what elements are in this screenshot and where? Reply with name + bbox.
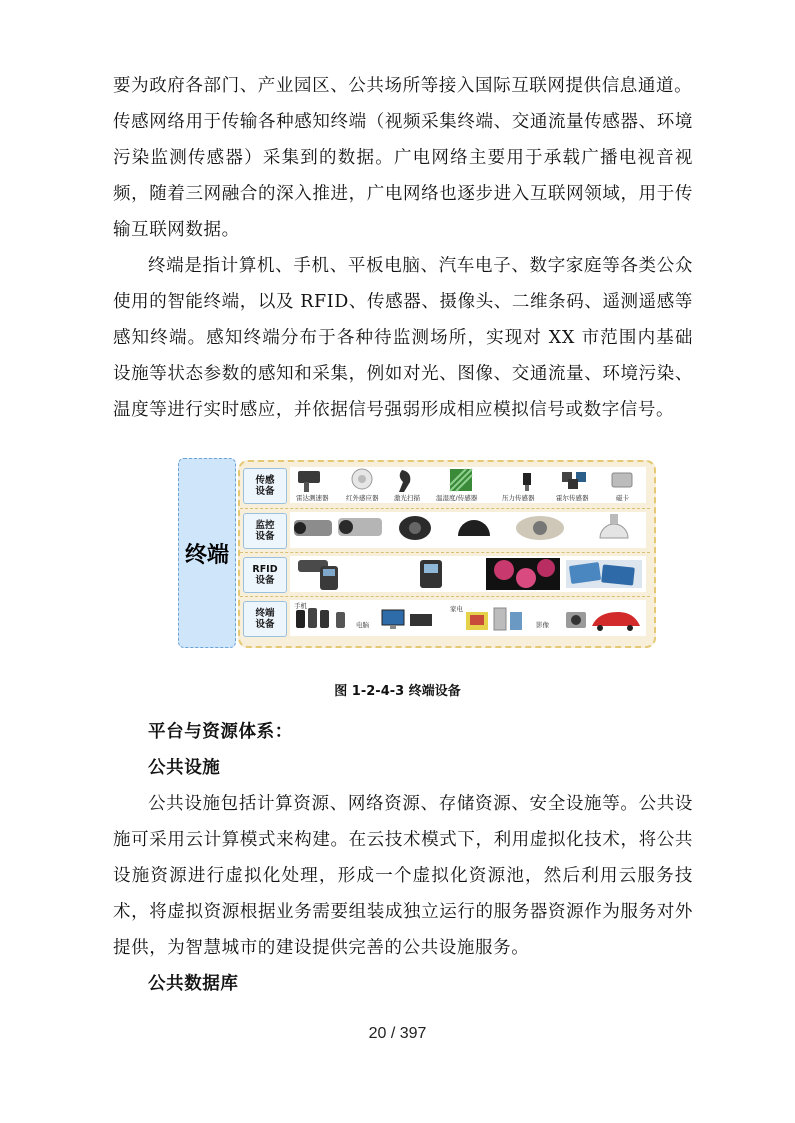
paragraph-sensor-network: 传感网络用于传输各种感知终端（视频采集终端、交通流量传感器、环境污染监测传感器）采集到的数据。广电网络主要用于承载广播电视音视频，随着三网融合的深入推进，广电网络也逐步进入互联网领域，用于传输互联网数据。 (113, 112, 693, 240)
consumer-devices-illustration (290, 600, 646, 636)
row-label-terminal: 终端 设备 (243, 601, 287, 637)
caption-pressure: 压力传感器 (502, 494, 535, 502)
subheading-public-facilities: 公共设施 (148, 758, 221, 778)
page-number: 20 / 397 (368, 1025, 427, 1042)
caption-infrared: 红外感应器 (346, 494, 379, 502)
row-label-sensor: 传感 设备 (243, 468, 287, 504)
rfid-device-images (290, 556, 646, 592)
sensor-device-images (290, 467, 646, 503)
paragraph-network-tail: 要为政府各部门、产业园区、公共场所等接入国际互联网提供信息通道。 (113, 76, 693, 96)
subheading-public-database: 公共数据库 (148, 974, 239, 994)
caption-magcard: 磁卡 (616, 494, 629, 502)
caption-laser: 激光扫描 (394, 494, 420, 502)
caption-appliance: 家电 (450, 605, 463, 613)
camera-devices-illustration (290, 512, 646, 548)
row-label-rfid: RFID 设备 (243, 557, 287, 593)
monitoring-device-images (290, 512, 646, 548)
caption-hall: 霍尔传感器 (556, 494, 589, 502)
row-rfid-devices (240, 552, 650, 595)
paragraph-public-facilities: 公共设施包括计算资源、网络资源、存储资源、安全设施等。公共设施可采用云计算模式来构建。在云技术模式下，利用虚拟化技术，将公共设施资源进行虚拟化处理，形成一个虚拟化资源池，然后利用云服务技术，将虚拟资源根据业务需要组装成独立运行的服务器资源作为服务对外提供，为智慧城市的建设提供完善的公共设施服务。 (113, 794, 693, 958)
terminal-device-images (290, 600, 646, 636)
section-heading: 平台与资源体系： (148, 722, 293, 742)
caption-humidity: 温湿度/传感器 (436, 494, 478, 502)
row-monitoring-devices (240, 508, 650, 551)
paragraph-terminals: 终端是指计算机、手机、平板电脑、汽车电子、数字家庭等各类公众使用的智能终端，以及 RFID、传感器、摄像头、二维条码、遥测遥感等感知终端。感知终端分布于各种待监测场所，实现对 XX 市范围内基础设施等状态参数的感知和采集，例如对光、图像、交通流量、环境污染、温度等进行实时感应，并依据信号强弱形成相应模拟信号或数字信号。 (113, 256, 693, 420)
caption-phone: 手机 (294, 602, 307, 610)
caption-radar: 雷达测速器 (296, 494, 329, 502)
rfid-devices-illustration (290, 556, 646, 592)
row-terminal-devices (240, 596, 650, 639)
caption-computer: 电脑 (356, 621, 369, 629)
caption-imaging: 影像 (536, 621, 549, 629)
row-label-monitoring: 监控 设备 (243, 513, 287, 549)
row-sensor-devices (240, 464, 650, 506)
figure-caption: 图 1-2-4-3 终端设备 (334, 684, 461, 699)
terminal-devices-figure (178, 458, 658, 652)
body-text-bottom (113, 714, 693, 1002)
body-text-top (113, 68, 693, 428)
terminal-main-label: 终端 (178, 458, 236, 648)
